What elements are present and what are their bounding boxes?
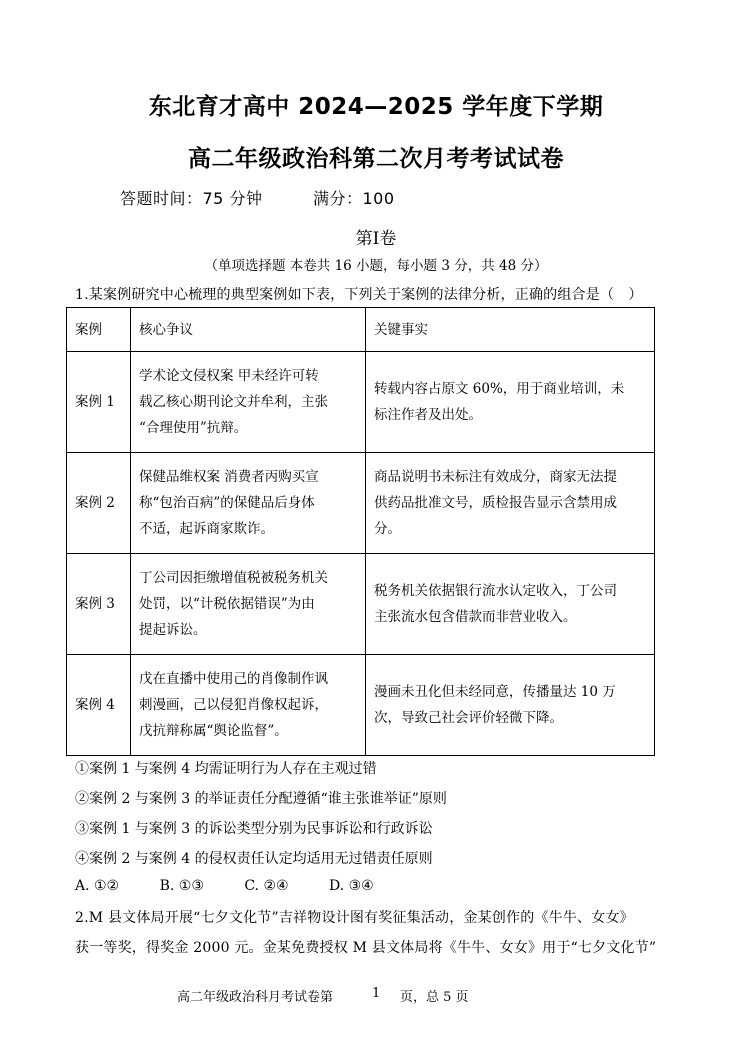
cell-line: 载乙核心期刊论文并牟利，主张: [139, 394, 328, 410]
cell-line: 戊抗辩称属“舆论监督”。: [139, 723, 288, 739]
cell-line: 不适，起诉商家欺诈。: [139, 521, 274, 537]
cell-line: 标注作者及出处。: [374, 407, 482, 423]
cell-line: 商品说明书未标注有效成分，商家无法提: [374, 469, 617, 485]
cell-line: 漫画未丑化但未经同意，传播量达 10 万: [374, 684, 616, 700]
choice-a: A. ①②: [75, 878, 120, 894]
facts-cell: [366, 655, 655, 756]
dispute-cell: [131, 352, 366, 453]
case-cell: 案例 4: [67, 655, 131, 756]
facts-cell: [366, 352, 655, 453]
statement-1: ①案例 1 与案例 4 均需证明行为人存在主观过错: [75, 761, 377, 777]
cell-line: 称“包治百病”的保健品后身体: [139, 495, 315, 511]
exam-title: 高二年级政治科第二次月考考试试卷: [188, 146, 564, 172]
question-2-line-1: 2.M 县文体局开展“七夕文化节”吉祥物设计图有奖征集活动，金某创作的《牛牛、女女》: [75, 910, 634, 926]
footer-prefix: 高二年级政治科月考试卷第: [177, 990, 334, 1005]
cell-line: 戊在直播中使用己的肖像制作讽: [139, 671, 328, 687]
cell-line: 提起诉讼。: [139, 622, 207, 638]
table-row: [67, 453, 655, 554]
case-table: [66, 307, 655, 756]
footer-suffix: 页，总 5 页: [400, 990, 469, 1005]
school-title: 东北育才高中 2024—2025 学年度下学期: [148, 94, 604, 120]
case-cell: 案例 3: [67, 554, 131, 655]
choice-d: D. ③④: [329, 878, 374, 894]
cell-line: 刺漫画，己以侵犯肖像权起诉，: [139, 697, 328, 713]
facts-cell: [366, 554, 655, 655]
dispute-cell: [131, 554, 366, 655]
dispute-cell: [131, 655, 366, 756]
footer-page-number: 1: [372, 986, 381, 1001]
statement-4: ④案例 2 与案例 4 的侵权责任认定均适用无过错责任原则: [75, 851, 433, 867]
facts-cell: [366, 453, 655, 554]
dispute-cell: [131, 453, 366, 554]
cell-line: 转载内容占原文 60%，用于商业培训，未: [374, 381, 625, 397]
section-instructions: （单项选择题 本卷共 16 小题，每小题 3 分，共 48 分）: [204, 258, 548, 274]
time-label: 答题时间：75 分钟: [120, 189, 263, 208]
section-title: 第Ⅰ卷: [355, 229, 397, 249]
table-row: [67, 554, 655, 655]
table-row: [67, 352, 655, 453]
case-cell: 案例 1: [67, 352, 131, 453]
header-dispute: 核心争议: [131, 308, 366, 352]
header-case: 案例: [67, 308, 131, 352]
statement-3: ③案例 1 与案例 3 的诉讼类型分别为民事诉讼和行政诉讼: [75, 821, 433, 837]
score-label: 满分：100: [313, 189, 395, 208]
cell-line: “合理使用”抗辩。: [139, 420, 248, 436]
cell-line: 处罚，以“计税依据错误”为由: [139, 596, 315, 612]
cell-line: 学术论文侵权案 甲未经许可转: [139, 368, 319, 384]
cell-line: 次，导致己社会评价轻微下降。: [374, 710, 563, 726]
statement-2: ②案例 2 与案例 3 的举证责任分配遵循“谁主张谁举证”原则: [75, 791, 447, 807]
cell-line: 丁公司因拒缴增值税被税务机关: [139, 570, 328, 586]
cell-line: 保健品维权案 消费者丙购买宣: [139, 469, 319, 485]
choice-c: C. ②④: [244, 878, 289, 894]
cell-line: 分。: [374, 521, 401, 537]
answer-choices: [75, 878, 410, 894]
cell-line: 税务机关依据银行流水认定收入，丁公司: [374, 583, 617, 599]
question-2-line-2: 获一等奖，得奖金 2000 元。金某免费授权 M 县文体局将《牛牛、女女》用于“七夕文化节”: [75, 940, 657, 956]
header-facts: 关键事实: [366, 308, 655, 352]
cell-line: 供药品批准文号，质检报告显示含禁用成: [374, 495, 617, 511]
case-cell: 案例 2: [67, 453, 131, 554]
table-row: [67, 655, 655, 756]
cell-line: 主张流水包含借款而非营业收入。: [374, 609, 577, 625]
choice-b: B. ①③: [159, 878, 204, 894]
question-1-stem: 1.某案例研究中心梳理的典型案例如下表，下列关于案例的法律分析，正确的组合是（ ）: [75, 287, 643, 303]
table-header-row: [67, 308, 655, 352]
